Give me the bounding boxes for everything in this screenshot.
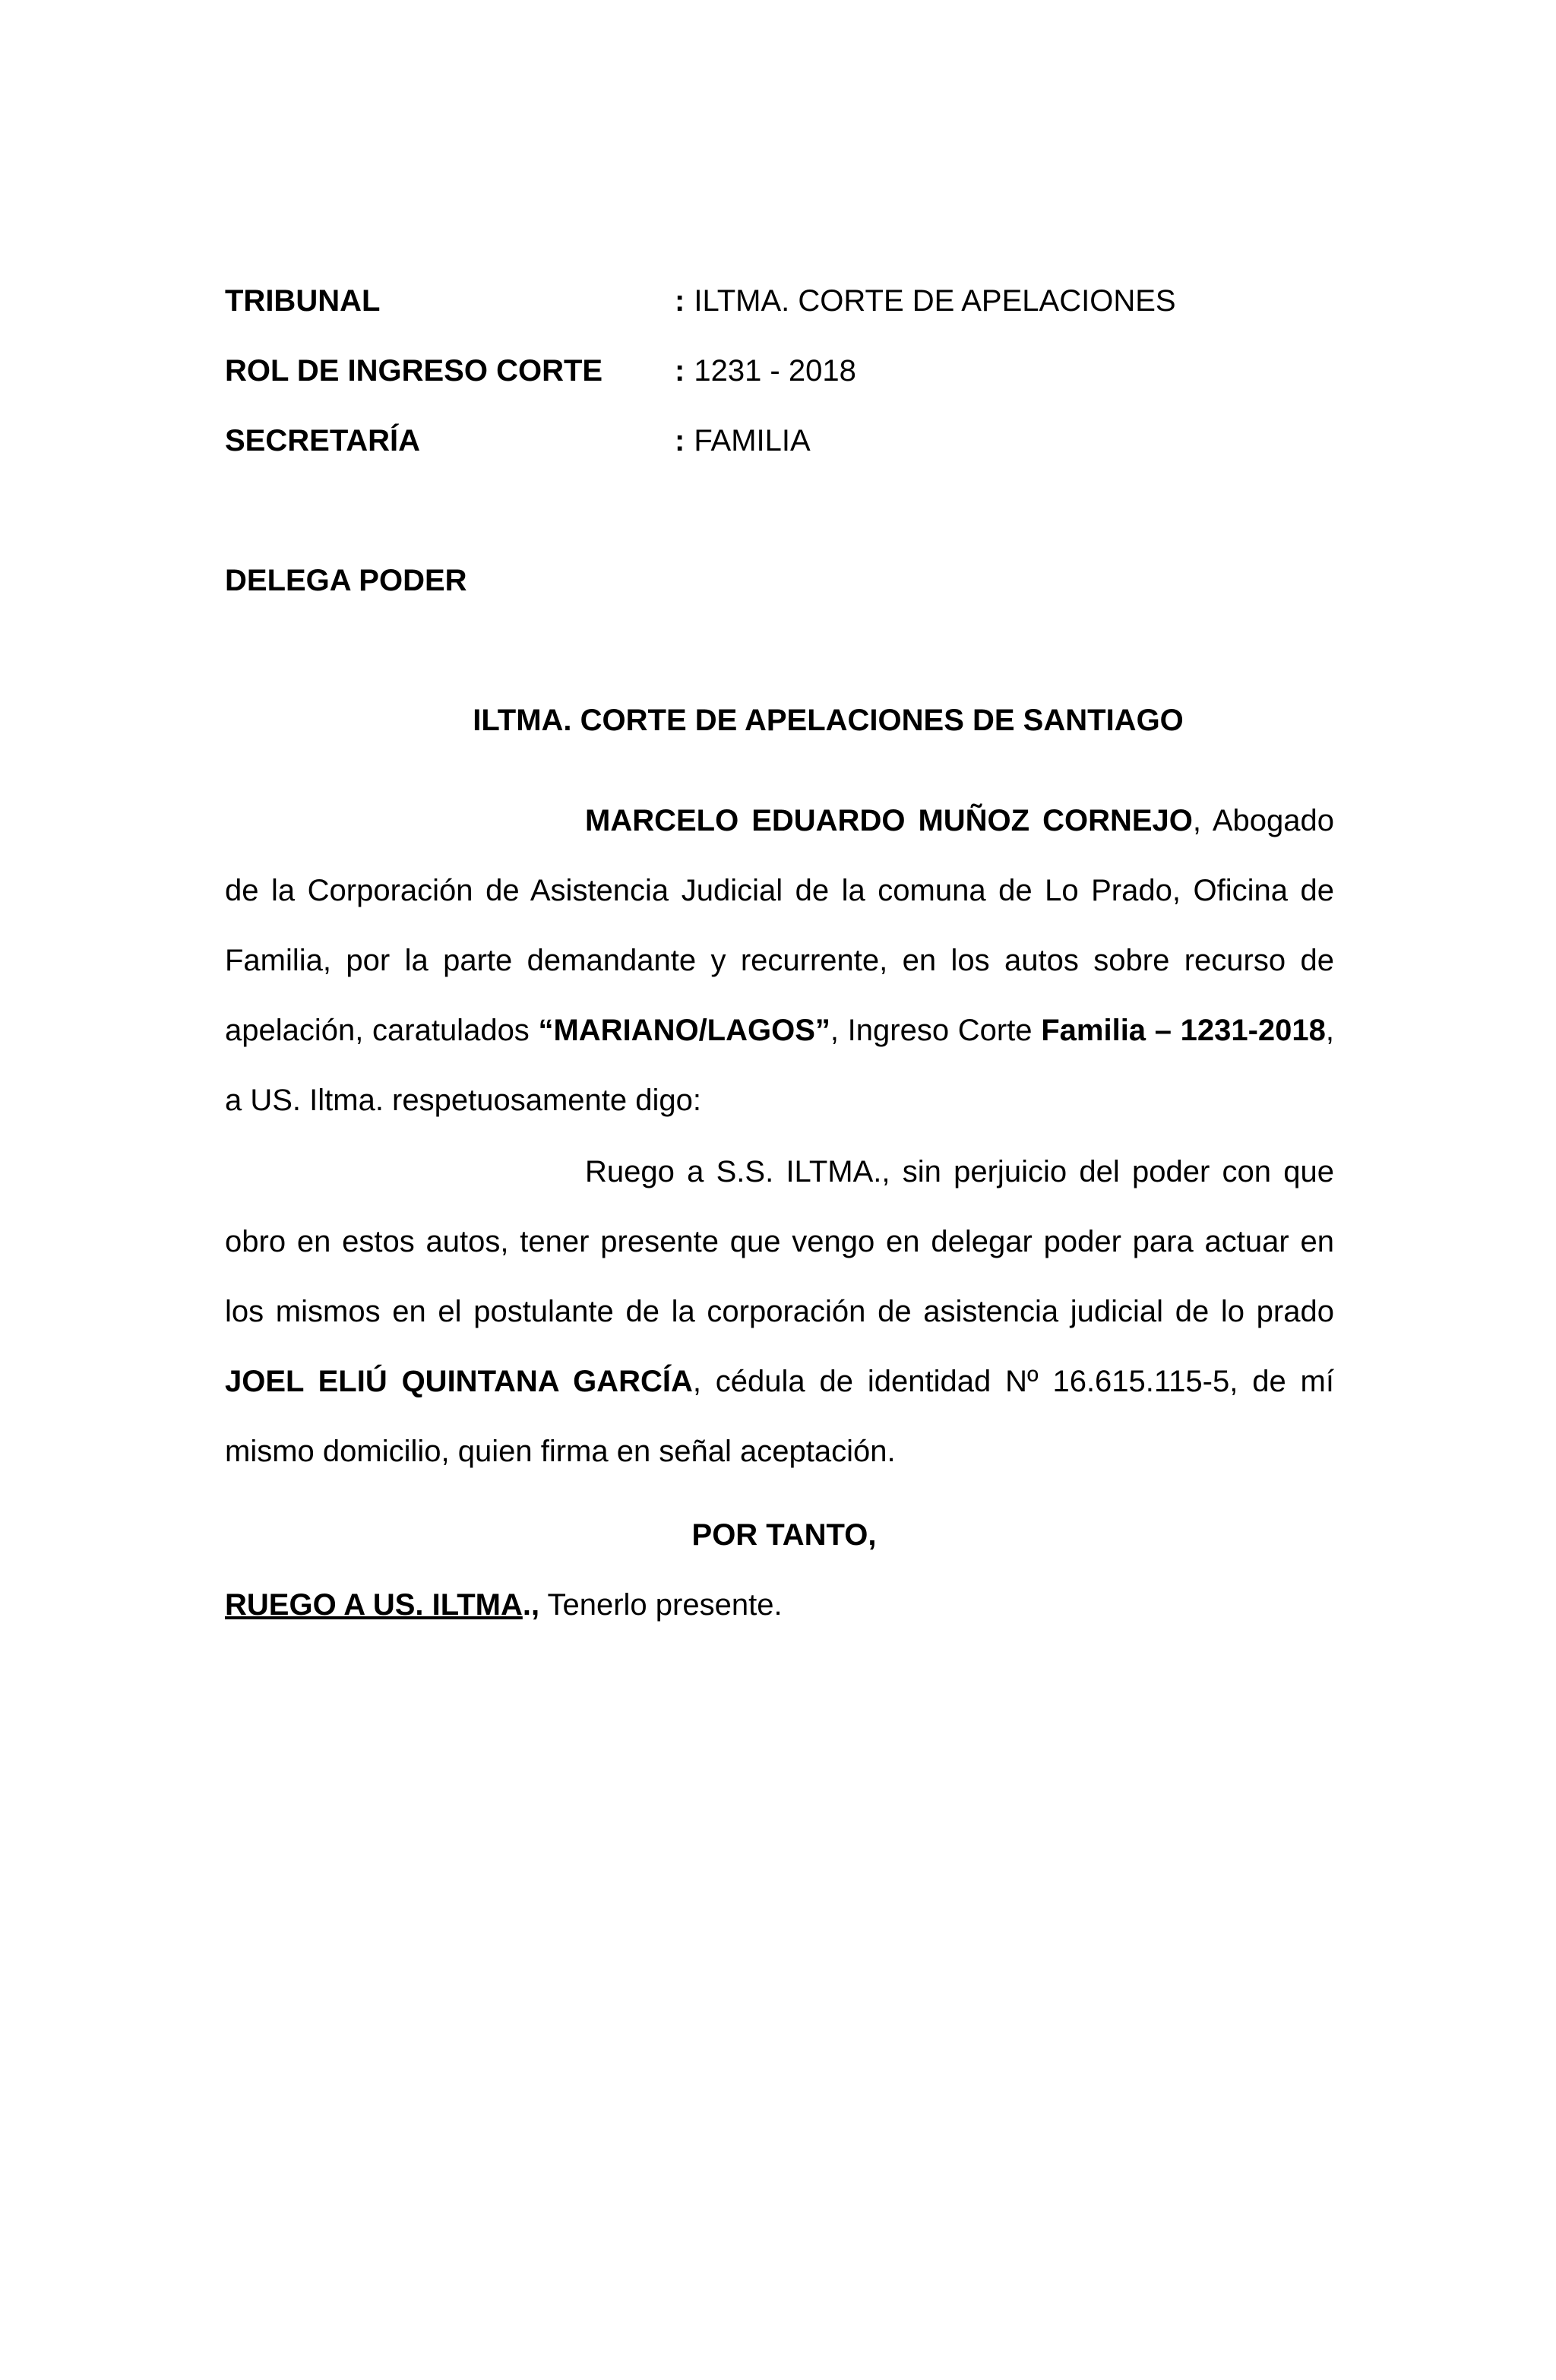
paragraph-text: , Abogado de la Corporación de Asistencia Judicial de la comuna de Lo Prado, Oficina de Familia, por la parte demandante y recurrente, en los autos sobre recurso de apelación, caratulados [225,804,1334,1047]
paragraph-text: Ruego a S.S. ILTMA., sin perjuicio del poder con que obro en estos autos, tener presente que vengo en delegar poder para actuar en los mismos en el postulante de la corporación de asistencia judicial de lo prado [225,1155,1334,1328]
header-label: ROL DE INGRESO CORTE [225,354,603,388]
petitorio-heading: RUEGO A US. ILTMA [225,1588,523,1622]
header-value: 1231 - 2018 [694,354,856,388]
paragraph-request [225,1137,1334,1486]
header-value: ILTMA. CORTE DE APELACIONES [694,284,1176,318]
por-tanto: POR TANTO, [691,1518,877,1552]
sumilla: DELEGA PODER [225,564,467,597]
header-colon: : [675,424,685,457]
header-value: FAMILIA [694,424,811,457]
attorney-name: MARCELO EDUARDO MUÑOZ CORNEJO [585,804,1193,837]
addressee: ILTMA. CORTE DE APELACIONES DE SANTIAGO [473,704,1184,737]
header-row-rol [225,336,1334,406]
paragraph-text: , Ingreso Corte [830,1014,1042,1047]
header-label: TRIBUNAL [225,284,381,318]
case-caption: “MARIANO/LAGOS” [538,1014,830,1047]
paragraph-text: , cédula de identidad Nº 16.615.115-5, de mí mismo domicilio, quien firma en señal aceptación. [225,1365,1334,1468]
header-label: SECRETARÍA [225,424,421,457]
delegate-name: JOEL ELIÚ QUINTANA GARCÍA [225,1365,693,1398]
paragraph-text: , a US. Iltma. respetuosamente digo: [225,1014,1335,1117]
document-body [225,266,1334,1640]
petitorio-text: Tenerlo presente. [539,1588,783,1622]
petitorio [225,1570,1334,1640]
header-colon: : [675,354,685,388]
case-header [225,266,1334,476]
header-colon: : [675,284,685,318]
header-row-secretaria [225,406,1334,476]
case-number: Familia – 1231-2018 [1041,1014,1326,1047]
header-row-tribunal [225,266,1334,336]
petitorio-punct: ., [522,1588,540,1622]
paragraph-intro [225,786,1334,1135]
